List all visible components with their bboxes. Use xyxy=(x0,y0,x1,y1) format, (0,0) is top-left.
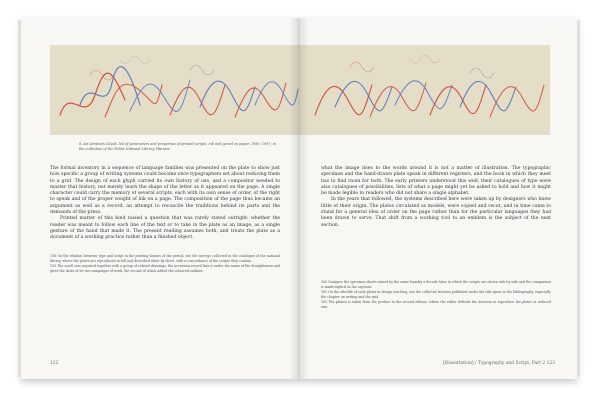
footnote: 162 The phrase is taken from the preface to the second edition, where the editor defends the decision to reproduce the plates at reduced size. xyxy=(321,299,551,309)
book-spread xyxy=(21,18,577,379)
footnote: 160 Compare the specimen sheets issued by the same foundry a decade later, in which the scripts are shown side by side and the comparison is made explicit in the captions. xyxy=(321,280,551,289)
right-paragraph: In the years that followed, the systems described here were taken up by designers who knew little of their origin. The plates circulated as models, were copied and recut, and in time came to stand for a general idea of order on the page rather than for the particular languages they had been drawn to serve. That shift from a working tool to an emblem is the subject of the next section. xyxy=(321,197,551,228)
right-footnotes xyxy=(321,280,551,310)
scroll-drawing xyxy=(50,45,550,135)
right-paragraph: what the image does to the words around it is not a matter of illustration. The typographic specimen and the hand-drawn plate speak in different registers, and the book in which they meet has to find room for both. The early printers understood this well; their catalogues of type were also catalogues of possibilities, lists of what a page might yet be asked to hold and how it might be made legible to readers who did not share a single alphabet. xyxy=(321,166,551,197)
left-paragraph: Printed matter of this kind raised a question that was rarely stated outright: whether the reader was meant to follow each line of the text or to take in the plate as an image, as a single gesture of the hand that made it. The present reading assumes both, and treats the plate as a document of a working practice rather than a finished object. xyxy=(50,216,280,241)
footnote: 158 On the relation between type and script in the printing houses of the period, see the surveys collected in the catalogue of the national library, where the plates are reproduced in full and described sheet by sheet, with a concordance of the scripts they contain. xyxy=(50,254,280,263)
footnote: 159 The scroll was acquired together with a group of related drawings; the accession record lists it under the name of the draughtsman and gives the dates of its two campaigns of work, the second of which added the coloured outlines. xyxy=(50,263,280,273)
left-footnotes xyxy=(50,254,280,274)
figure-caption: 8. Ari Avraham Litvak, list of parameters and properties of printed scripts, ink and pencil on paper, 1990, 1997; in the collection of the Polish National Library, Warsaw. xyxy=(79,142,276,151)
right-body-column xyxy=(321,166,551,229)
footnote: 161 On the afterlife of such plates in design teaching, see the collected lectures published under the title given in the bibliography, especially the chapter on writing and the grid. xyxy=(321,289,551,299)
running-head-page-number: [Dissertation] / Typography and Script, Part 2 123 xyxy=(443,361,555,366)
page-edge-right xyxy=(577,20,580,377)
left-paragraph: The formal inventory in a sequence of language families was presented on the plate to show just how specific a group of writing systems could become once typographers set about reducing them to a grid. The design of each glyph carried its own history of use, and a compositor needed to master that history, not merely learn the shape of the letter as it appeared on the page. A single character could carry the memory of several scripts, each with its own sense of order, of the right to speak and of the proper weight of ink on a page. The composition of the page thus became an argument as well as a record, an attempt to reconcile the traditions behind its parts and the demands of the press. xyxy=(50,166,280,216)
calligraphic-scroll-image xyxy=(50,45,550,135)
left-body-column xyxy=(50,166,280,242)
page-number-left: 122 xyxy=(50,361,59,366)
